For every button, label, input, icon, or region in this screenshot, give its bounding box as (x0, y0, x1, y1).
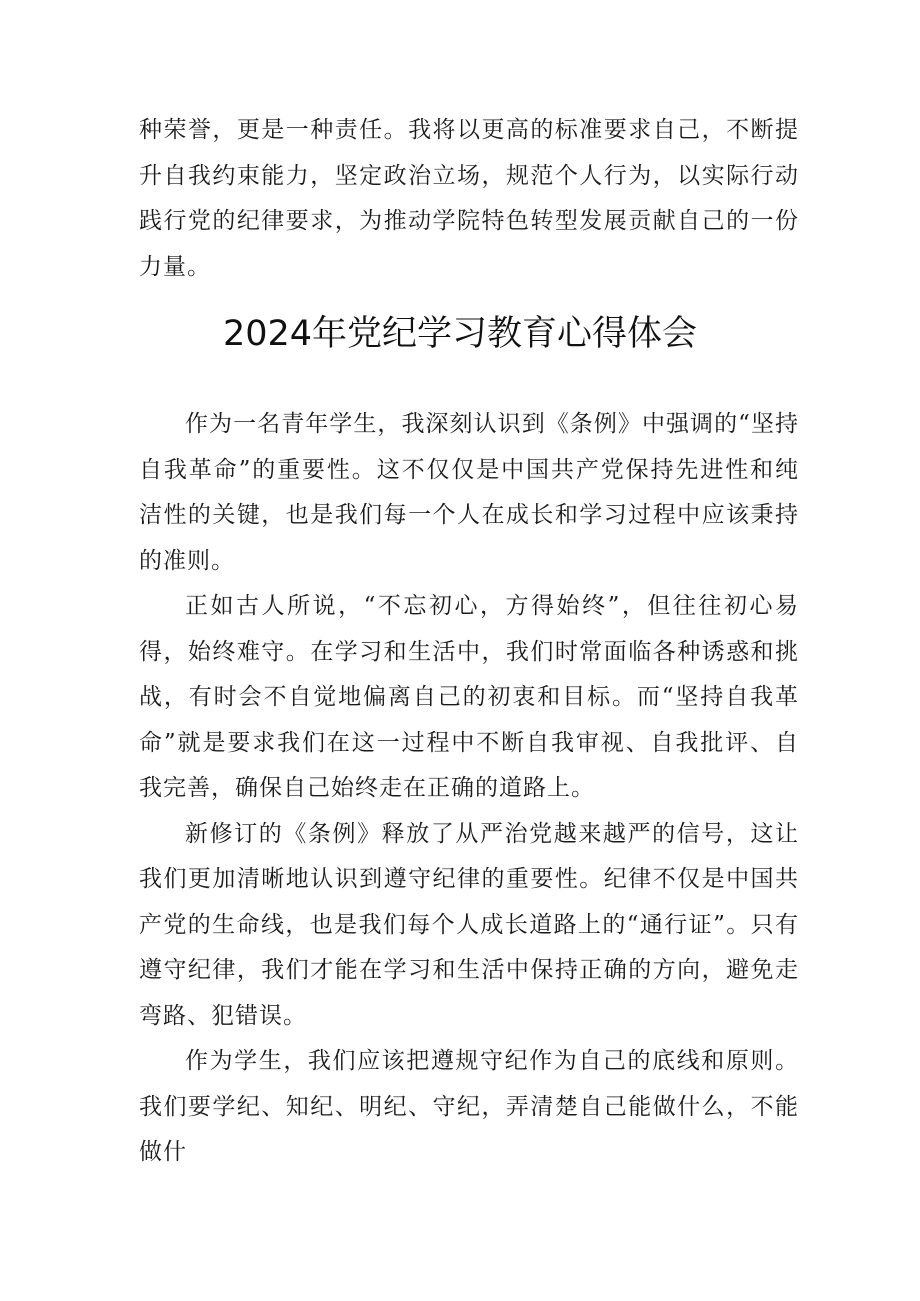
paragraph-4: 作为学生，我们应该把遵规守纪作为自己的底线和原则。我们要学纪、知纪、明纪、守纪，弄清楚自己能做什么，不能做什 (139, 1048, 799, 1165)
continuation-paragraph: 种荣誉，更是一种责任。我将以更高的标准要求自己，不断提升自我约束能力，坚定政治立场，规范个人行为，以实际行动践行党的纪律要求，为推动学院特色转型发展贡献自己的一份力量。 (139, 117, 799, 280)
document-title: 2024年党纪学习教育心得体会 (222, 314, 698, 354)
paragraph-3: 新修订的《条例》释放了从严治党越来越严的信号，这让我们更加清晰地认识到遵守纪律的重要性。纪律不仅是中国共产党的生命线，也是我们每个人成长道路上的“通行证”。只有遵守纪律，我们才能在学习和生活中保持正确的方向，避免走弯路、犯错误。 (139, 820, 799, 1029)
body-text-block (139, 402, 799, 1176)
paragraph-1: 作为一名青年学生，我深刻认识到《条例》中强调的“坚持自我革命”的重要性。这不仅仅是中国共产党保持先进性和纯洁性的关键，也是我们每一个人在成长和学习过程中应该秉持的准则。 (139, 411, 799, 574)
paragraph-2: 正如古人所说，“不忘初心，方得始终”，但往往初心易得，始终难守。在学习和生活中，我们时常面临各种诱惑和挑战，有时会不自觉地偏离自己的初衷和目标。而“坚持自我革命”就是要求我们在这一过程中不断自我审视、自我批评、自我完善，确保自己始终走在正确的道路上。 (139, 593, 799, 801)
continuation-text-block (139, 108, 799, 290)
